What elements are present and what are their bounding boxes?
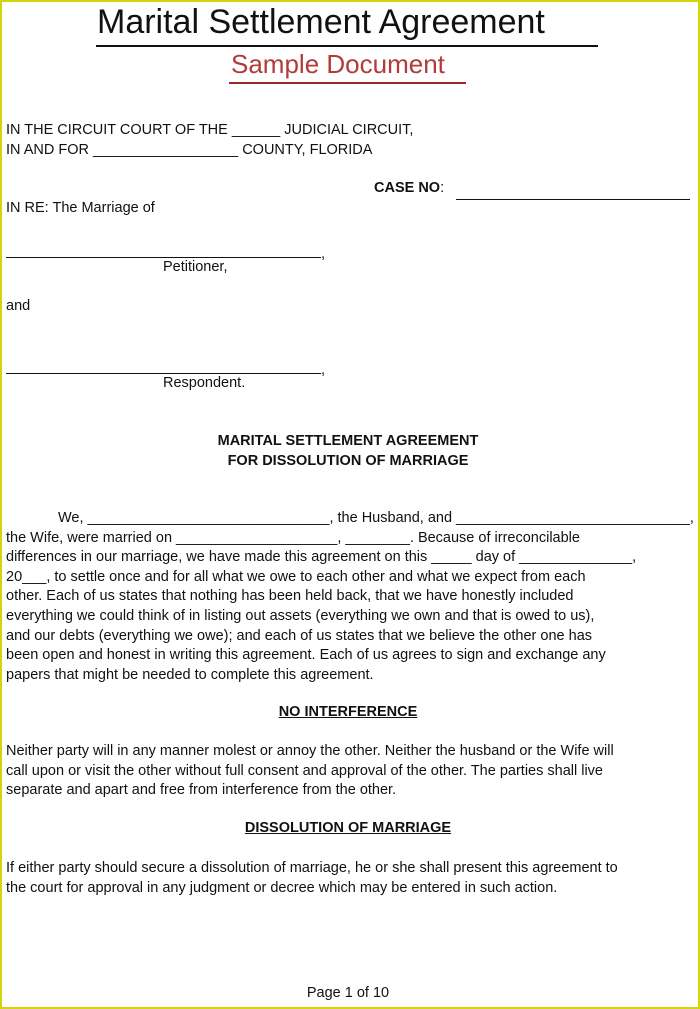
subtitle-underline xyxy=(229,82,466,84)
intro-line: been open and honest in writing this agreement. Each of us agrees to sign and exchange any xyxy=(6,647,606,664)
intro-line: everything we could think of in listing out assets (everything we own and that is owed to us), xyxy=(6,607,595,624)
section-heading-dissolution: DISSOLUTION OF MARRIAGE xyxy=(244,820,452,836)
intro-line: 20___, to settle once and for all what we owe to each other and what we expect from each xyxy=(6,568,586,585)
dissolution-line: If either party should secure a dissolution of marriage, he or she shall present this agreement to xyxy=(6,860,618,876)
no-interference-paragraph xyxy=(6,742,694,801)
intro-paragraph xyxy=(6,509,694,685)
intro-line: papers that might be needed to complete this agreement. xyxy=(6,666,374,683)
no-interference-line: separate and apart and free from interference from the other. xyxy=(6,782,397,799)
intro-line: the Wife, were married on ____________________, ________. Because of irreconcilable xyxy=(6,529,580,546)
petitioner-label: Petitioner, xyxy=(163,259,228,275)
no-interference-line: Neither party will in any manner molest or annoy the other. Neither the husband or the Wife will xyxy=(6,743,614,759)
main-heading-line-2: FOR DISSOLUTION OF MARRIAGE xyxy=(227,453,469,469)
document-title: Marital Settlement Agreement xyxy=(97,3,545,41)
case-number-colon: : xyxy=(440,180,445,196)
court-line-2: IN AND FOR __________________ COUNTY, FLORIDA xyxy=(6,142,373,158)
intro-line: and our debts (everything we owe); and each of us states that we believe the other one has xyxy=(6,627,593,644)
dissolution-line: the court for approval in any judgment or decree which may be entered in such action. xyxy=(6,879,558,896)
main-heading-line-1: MARITAL SETTLEMENT AGREEMENT xyxy=(217,433,479,449)
document-subtitle: Sample Document xyxy=(231,49,445,79)
respondent-label: Respondent. xyxy=(163,375,246,391)
section-heading-no-interference: NO INTERFERENCE xyxy=(278,704,418,720)
case-number-field xyxy=(456,199,690,200)
case-number-label-group xyxy=(374,179,444,199)
petitioner-comma: , xyxy=(321,246,326,262)
court-line-1: IN THE CIRCUIT COURT OF THE ______ JUDICIAL CIRCUIT, xyxy=(6,122,414,138)
dissolution-paragraph xyxy=(6,859,694,898)
respondent-comma: , xyxy=(321,362,326,378)
no-interference-line: call upon or visit the other without full consent and approval of the other. The parties shall live xyxy=(6,762,603,779)
intro-line: other. Each of us states that nothing has been held back, that we have honestly included xyxy=(6,588,574,605)
case-number-label: CASE NO xyxy=(374,180,441,196)
intro-line: differences in our marriage, we have made this agreement on this _____ day of ______________, xyxy=(6,549,637,566)
in-re-line: IN RE: The Marriage of xyxy=(6,200,155,216)
intro-line: We, ______________________________, the Husband, and _____________________________, xyxy=(58,510,694,526)
title-underline xyxy=(96,45,598,47)
page-footer: Page 1 of 10 xyxy=(306,985,390,1001)
and-label: and xyxy=(6,298,31,314)
